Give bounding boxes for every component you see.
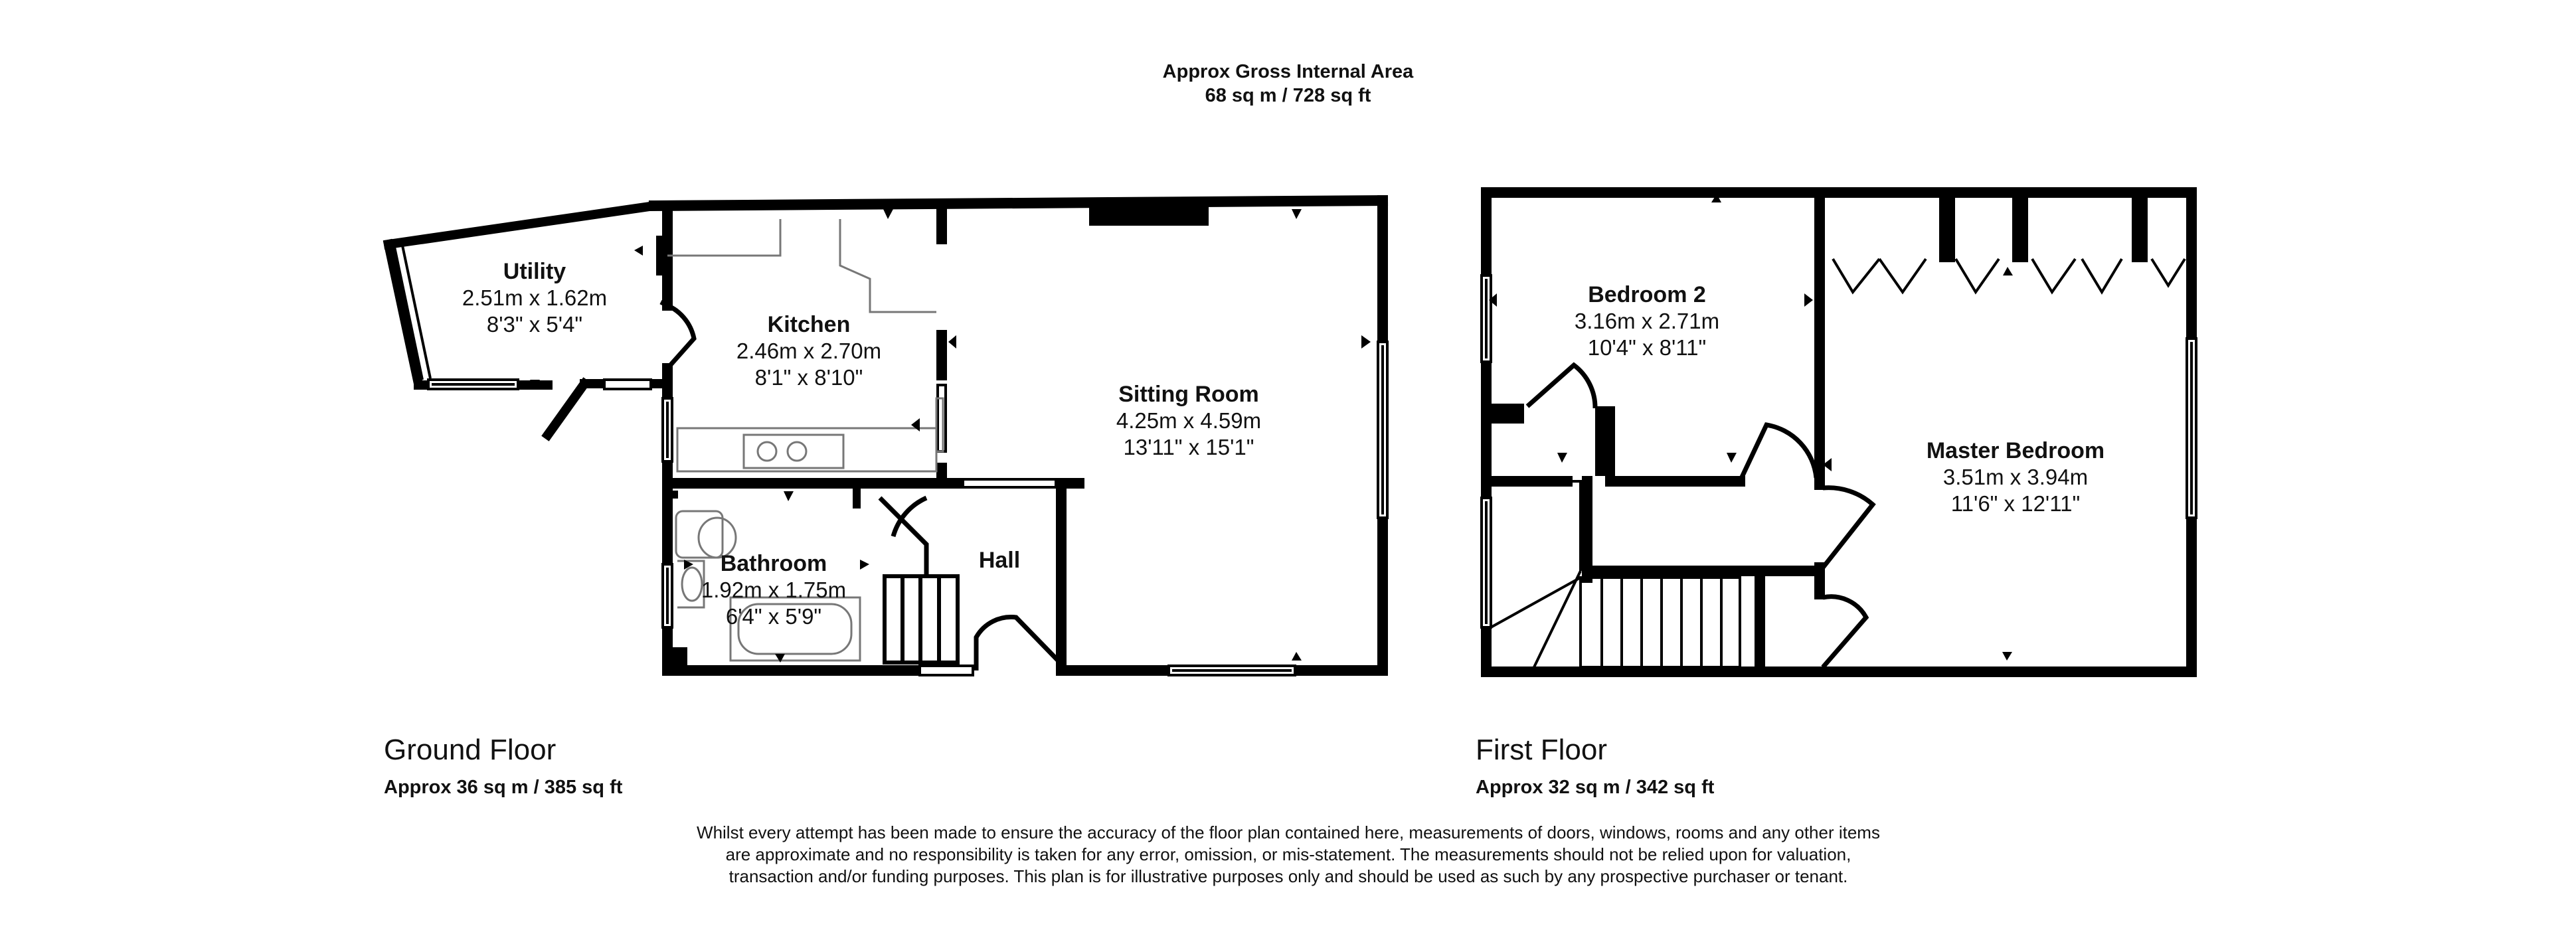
first-arrows [1489, 194, 2013, 661]
svg-text:Bedroom 2: Bedroom 2 [1588, 282, 1706, 307]
svg-text:2.46m x 2.70m: 2.46m x 2.70m [736, 339, 882, 363]
room-bathroom [701, 551, 846, 629]
room-kitchen [736, 312, 881, 390]
svg-text:Bathroom: Bathroom [720, 551, 827, 576]
room-bedroom-2 [1575, 282, 1719, 360]
gross-area-title: Approx Gross Internal Area [1162, 61, 1414, 82]
svg-text:10'4" x 8'11": 10'4" x 8'11" [1587, 335, 1707, 360]
gross-area-value: 68 sq m / 728 sq ft [1205, 85, 1371, 106]
svg-text:6'4" x 5'9": 6'4" x 5'9" [725, 604, 822, 629]
ground-floor-title: Ground Floor [384, 734, 557, 766]
ground-windows [604, 342, 1387, 675]
first-floor-plan [1482, 193, 2196, 672]
room-utility [462, 259, 607, 337]
svg-text:4.25m x 4.59m: 4.25m x 4.59m [1116, 408, 1262, 433]
svg-text:Sitting Room: Sitting Room [1118, 382, 1259, 407]
first-floor-title: First Floor [1476, 734, 1607, 766]
svg-text:Hall: Hall [978, 548, 1021, 573]
ground-inner-walls [667, 491, 857, 505]
first-floor-area: Approx 32 sq m / 342 sq ft [1476, 777, 1715, 798]
wardrobes [1833, 196, 2185, 292]
svg-text:11'6" x 12'11": 11'6" x 12'11" [1950, 491, 2081, 516]
svg-text:2.51m x 1.62m: 2.51m x 1.62m [462, 285, 608, 310]
svg-text:8'1" x 8'10": 8'1" x 8'10" [754, 365, 863, 390]
room-master-bedroom [1927, 438, 2104, 516]
svg-text:Utility: Utility [503, 259, 566, 284]
svg-text:3.16m x 2.71m: 3.16m x 2.71m [1574, 309, 1720, 333]
ground-floor-area: Approx 36 sq m / 385 sq ft [384, 777, 623, 798]
ground-stairs [885, 576, 958, 663]
svg-text:3.51m x 3.94m: 3.51m x 3.94m [1942, 465, 2089, 489]
room-hall [979, 548, 1020, 573]
svg-text:Master Bedroom: Master Bedroom [1926, 438, 2105, 463]
svg-text:Kitchen: Kitchen [767, 312, 851, 337]
room-sitting-room [1116, 382, 1261, 459]
disclaimer-text: Whilst every attempt has been made to ensure the accuracy of the floor plan contained here, measurements of doors, windows, rooms and any other items are approximate and no responsibility is taken for any error, omission, or mis-statement. The measurements should not be relied upon for valuation, transaction and/or funding purposes. This plan is for illustrative purposes only and should be used as such by any prospective purchaser or tenant. [697, 822, 1880, 886]
svg-text:1.92m x 1.75m: 1.92m x 1.75m [701, 578, 847, 602]
svg-text:13'11" x 15'1": 13'11" x 15'1" [1123, 435, 1254, 459]
svg-text:8'3" x 5'4": 8'3" x 5'4" [486, 312, 583, 337]
